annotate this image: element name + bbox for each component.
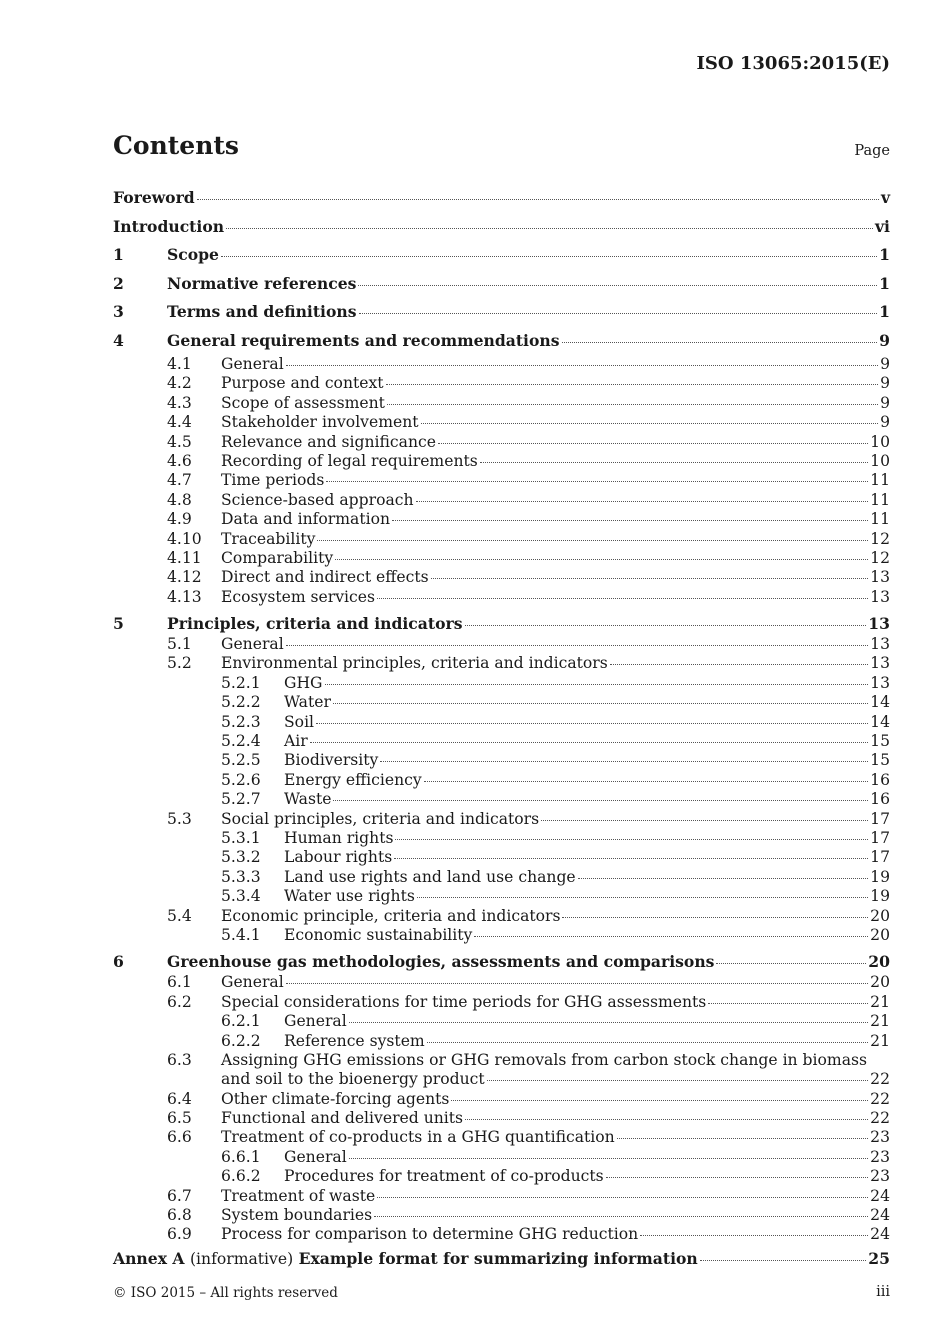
annex-label: Annex A xyxy=(113,1248,185,1268)
toc-entry-number: 5.2.6 xyxy=(221,770,261,789)
toc-entry-number: 4.1 xyxy=(167,355,192,373)
toc-entry-page: 20 xyxy=(870,973,890,992)
toc-entry[interactable] xyxy=(113,374,890,393)
toc-entry-number: 4.7 xyxy=(167,471,192,490)
toc-entry[interactable] xyxy=(113,674,890,693)
toc-entry-page: 20 xyxy=(868,952,890,972)
toc-entry-title: Introduction xyxy=(113,216,225,236)
toc-entry-number: 5.2 xyxy=(167,654,192,673)
toc-entry-title: Time periods xyxy=(221,471,325,490)
toc-entry[interactable] xyxy=(113,568,890,587)
toc-entry[interactable] xyxy=(113,530,890,549)
dot-leader xyxy=(451,1100,868,1101)
toc-entry[interactable] xyxy=(113,549,890,568)
dot-leader xyxy=(617,1138,868,1139)
toc-entry-title: Data and information xyxy=(221,510,391,529)
toc-entry-number: 6.2.2 xyxy=(221,1031,261,1050)
toc-entry-number: 5.2.4 xyxy=(221,732,261,751)
toc-entry[interactable] xyxy=(113,1090,890,1109)
toc-entry-number: 5.3 xyxy=(167,809,192,828)
toc-entry-title: Energy efficiency xyxy=(284,770,422,789)
toc-entry-page: 14 xyxy=(870,712,890,731)
toc-entry-page: 21 xyxy=(870,1031,890,1050)
toc-entry-number: 5.4 xyxy=(167,906,192,925)
dot-leader xyxy=(325,684,869,685)
toc-entry-title: Reference system xyxy=(284,1031,425,1050)
toc-entry-page: 13 xyxy=(870,673,890,692)
toc-entry-number: 6.2 xyxy=(167,992,192,1011)
toc-entry-number: 5.3.1 xyxy=(221,828,261,847)
dot-leader xyxy=(316,723,868,724)
dot-leader xyxy=(700,1260,867,1261)
toc-entry-number: 1 xyxy=(113,245,124,264)
toc-entry[interactable] xyxy=(113,771,890,790)
table-of-contents xyxy=(113,184,890,1273)
dot-leader xyxy=(286,645,868,646)
dot-leader xyxy=(335,559,868,560)
toc-entry-title: Environmental principles, criteria and indicators xyxy=(221,654,608,673)
toc-entry[interactable] xyxy=(113,1187,890,1206)
dot-leader xyxy=(480,462,868,463)
toc-entry-number: 4.4 xyxy=(167,413,192,432)
toc-entry-title: General xyxy=(221,973,284,992)
toc-entry-title: Treatment of waste xyxy=(221,1186,376,1205)
toc-entry[interactable] xyxy=(113,1070,890,1089)
toc-entry-page: 23 xyxy=(870,1167,890,1186)
toc-entry-page: 16 xyxy=(870,770,890,789)
toc-entry[interactable] xyxy=(113,973,890,992)
toc-entry[interactable] xyxy=(113,1206,890,1225)
toc-entry-page: 20 xyxy=(870,906,890,925)
toc-entry-title: General xyxy=(284,1012,347,1031)
toc-entry-title: General requirements and recommendations xyxy=(167,330,560,350)
toc-entry-number: 4.3 xyxy=(167,393,192,412)
toc-entry-page: 24 xyxy=(870,1225,890,1244)
toc-entry-number: 5.4.1 xyxy=(221,925,261,944)
dot-leader xyxy=(417,897,868,898)
toc-entry-title: Recording of legal requirements xyxy=(221,451,478,470)
toc-entry-title: General xyxy=(221,635,284,654)
toc-entry[interactable] xyxy=(113,510,890,529)
toc-entry-number: 5.1 xyxy=(167,635,192,654)
toc-entry-title: Traceability xyxy=(221,529,316,548)
toc-entry-title: Direct and indirect effects xyxy=(221,568,429,587)
toc-entry-title: Scope xyxy=(167,245,219,264)
toc-entry-number: 6.6.2 xyxy=(221,1167,261,1186)
dot-leader xyxy=(431,578,869,579)
toc-entry-title: Purpose and context xyxy=(221,374,384,393)
toc-entry[interactable] xyxy=(113,491,890,510)
toc-entry-number: 5.3.3 xyxy=(221,867,261,886)
toc-entry[interactable] xyxy=(113,693,890,712)
dot-leader xyxy=(386,384,879,385)
dot-leader xyxy=(377,1197,868,1198)
dot-leader xyxy=(416,501,869,502)
toc-entry-page: 1 xyxy=(879,273,890,293)
dot-leader xyxy=(349,1022,868,1023)
toc-entry[interactable] xyxy=(113,887,890,906)
toc-entry-number: 6.6 xyxy=(167,1128,192,1147)
toc-entry[interactable] xyxy=(113,993,890,1012)
dot-leader xyxy=(474,936,868,937)
toc-entry-page: 22 xyxy=(870,1089,890,1108)
toc-entry-title: Land use rights and land use change xyxy=(284,867,576,886)
toc-entry[interactable] xyxy=(113,1109,890,1128)
toc-entry-page: 11 xyxy=(870,471,890,490)
toc-entry-page: 19 xyxy=(870,867,890,886)
page-column-label: Page xyxy=(854,143,890,159)
toc-entry[interactable] xyxy=(113,413,890,432)
toc-entry-number: 5.3.2 xyxy=(221,848,261,867)
dot-leader xyxy=(380,761,868,762)
dot-leader xyxy=(465,1119,868,1120)
dot-leader xyxy=(286,983,868,984)
toc-entry-page: 13 xyxy=(870,587,890,606)
toc-entry[interactable] xyxy=(113,810,890,829)
toc-entry[interactable] xyxy=(113,355,890,374)
dot-leader xyxy=(226,228,873,229)
dot-leader xyxy=(716,963,866,964)
toc-entry-page: v xyxy=(880,188,890,207)
page-title: Contents xyxy=(113,131,240,160)
toc-entry-number: 6.6.1 xyxy=(221,1147,261,1166)
toc-entry-title: Principles, criteria and indicators xyxy=(167,614,463,634)
toc-entry-title: and soil to the bioenergy product xyxy=(221,1070,485,1089)
toc-entry-title: System boundaries xyxy=(221,1206,373,1225)
toc-entry-title: Water use rights xyxy=(284,887,415,906)
toc-entry-number: 4.13 xyxy=(167,587,202,606)
toc-entry-number: 4.8 xyxy=(167,490,192,509)
toc-entry-page: 10 xyxy=(870,432,890,451)
toc-entry-page: 13 xyxy=(870,654,890,673)
dot-leader xyxy=(326,481,868,482)
toc-entry-page: 23 xyxy=(870,1147,890,1166)
dot-leader xyxy=(377,598,868,599)
toc-entry-number: 6.2.1 xyxy=(221,1012,261,1031)
toc-entry[interactable] xyxy=(113,1167,890,1186)
toc-entry-page: 15 xyxy=(870,751,890,770)
toc-entry[interactable] xyxy=(113,751,890,770)
toc-entry-page: 9 xyxy=(880,393,890,412)
toc-entry-number: 4 xyxy=(113,330,124,350)
dot-leader xyxy=(394,858,868,859)
toc-entry-page: 9 xyxy=(879,330,890,350)
toc-entry-number: 5.2.7 xyxy=(221,790,261,809)
toc-entry-page: 1 xyxy=(879,302,890,321)
toc-entry[interactable] xyxy=(113,790,890,809)
toc-entry-number: 5.2.1 xyxy=(221,673,261,692)
toc-entry-title: Special considerations for time periods for GHG assessments xyxy=(221,992,707,1011)
toc-entry-page: 1 xyxy=(879,245,890,264)
toc-entry-title: GHG xyxy=(284,673,323,692)
dot-leader xyxy=(438,443,868,444)
document-id: ISO 13065:2015(E) xyxy=(696,53,890,74)
toc-entry-number: 4.2 xyxy=(167,374,192,393)
dot-leader xyxy=(610,664,868,665)
toc-entry-number: 4.11 xyxy=(167,548,202,567)
toc-entry-number: 6 xyxy=(113,952,124,972)
footer-copyright: © ISO 2015 – All rights reserved xyxy=(113,1285,338,1301)
dot-leader xyxy=(465,625,867,626)
toc-entry-title: Assigning GHG emissions or GHG removals from carbon stock change in biomass xyxy=(221,1050,868,1069)
toc-entry-title: Labour rights xyxy=(284,848,393,867)
toc-entry[interactable] xyxy=(113,848,890,867)
toc-entry-page: 9 xyxy=(880,355,890,373)
toc-entry[interactable] xyxy=(113,270,890,299)
toc-entry[interactable] xyxy=(113,452,890,471)
toc-entry-page: 17 xyxy=(870,828,890,847)
toc-entry[interactable] xyxy=(113,1032,890,1051)
annex-title: Example format for summarizing information xyxy=(298,1248,698,1268)
dot-leader xyxy=(374,1216,868,1217)
toc-entry-title: Greenhouse gas methodologies, assessments and comparisons xyxy=(167,952,715,972)
toc-entry-page: 13 xyxy=(870,568,890,587)
toc-entry[interactable] xyxy=(113,588,890,607)
toc-entry-title: General xyxy=(221,355,284,373)
toc-entry-page: vi xyxy=(875,216,890,236)
toc-entry-number: 6.1 xyxy=(167,973,192,992)
toc-entry[interactable] xyxy=(113,298,890,327)
toc-entry-number: 4.6 xyxy=(167,451,192,470)
toc-entry-page: 13 xyxy=(870,635,890,654)
toc-entry-title: General xyxy=(284,1147,347,1166)
toc-entry-page: 23 xyxy=(870,1128,890,1147)
toc-entry-title: Scope of assessment xyxy=(221,393,385,412)
toc-entry-number: 6.5 xyxy=(167,1109,192,1128)
dot-leader xyxy=(421,423,879,424)
toc-entry-number: 6.4 xyxy=(167,1089,192,1108)
toc-entry-page: 17 xyxy=(870,848,890,867)
dot-leader xyxy=(387,404,878,405)
dot-leader xyxy=(197,199,879,200)
toc-entry[interactable] xyxy=(113,241,890,270)
toc-entry[interactable] xyxy=(113,829,890,848)
toc-entry-number: 2 xyxy=(113,273,124,293)
toc-entry-title: Biodiversity xyxy=(284,751,379,770)
toc-entry[interactable] xyxy=(113,471,890,490)
toc-entry-title: Waste xyxy=(284,790,332,809)
toc-entry-page: 11 xyxy=(870,490,890,509)
toc-entry-page: 21 xyxy=(870,1012,890,1031)
dot-leader xyxy=(427,1042,868,1043)
toc-entry-title: Comparability xyxy=(221,548,334,567)
toc-entry-page: 11 xyxy=(870,510,890,529)
toc-entry-number: 4.12 xyxy=(167,568,202,587)
toc-entry[interactable] xyxy=(113,951,890,973)
toc-entry-page: 17 xyxy=(870,809,890,828)
toc-entry-page: 21 xyxy=(870,992,890,1011)
toc-entry-number: 5.2.3 xyxy=(221,712,261,731)
toc-entry-number: 4.5 xyxy=(167,432,192,451)
toc-entry[interactable] xyxy=(113,213,890,242)
dot-leader xyxy=(578,878,868,879)
toc-entry[interactable] xyxy=(113,1012,890,1031)
toc-entry[interactable] xyxy=(113,868,890,887)
toc-entry[interactable] xyxy=(113,394,890,413)
annex-page: 25 xyxy=(868,1248,890,1268)
dot-leader xyxy=(606,1177,868,1178)
toc-entry-page: 13 xyxy=(868,614,890,634)
toc-entry-page: 10 xyxy=(870,451,890,470)
toc-entry-number: 4.10 xyxy=(167,529,202,548)
dot-leader xyxy=(708,1003,868,1004)
toc-entry[interactable] xyxy=(113,654,890,673)
toc-entry-page: 19 xyxy=(870,887,890,906)
toc-entry[interactable] xyxy=(113,433,890,452)
toc-entry-annex[interactable] xyxy=(113,1245,890,1274)
toc-entry-title: Social principles, criteria and indicators xyxy=(221,809,540,828)
toc-entry[interactable] xyxy=(113,1225,890,1244)
toc-entry-page: 15 xyxy=(870,732,890,751)
annex-note: (informative) xyxy=(189,1249,294,1268)
toc-entry-title: Treatment of co-products in a GHG quantification xyxy=(221,1128,615,1147)
dot-leader xyxy=(487,1080,869,1081)
toc-entry[interactable] xyxy=(113,713,890,732)
toc-entry-title: Economic principle, criteria and indicators xyxy=(221,906,561,925)
toc-entry-page: 16 xyxy=(870,790,890,809)
dot-leader xyxy=(562,917,868,918)
toc-entry[interactable] xyxy=(113,907,890,926)
toc-entry-page: 9 xyxy=(880,413,890,432)
toc-entry-number: 5.3.4 xyxy=(221,887,261,906)
toc-entry-number: 4.9 xyxy=(167,510,192,529)
toc-entry-title: Economic sustainability xyxy=(284,925,473,944)
toc-entry-page: 22 xyxy=(870,1109,890,1128)
toc-entry[interactable] xyxy=(113,327,890,356)
toc-entry-title: Science-based approach xyxy=(221,490,414,509)
footer-page-number: iii xyxy=(876,1284,890,1300)
toc-entry-title: Relevance and significance xyxy=(221,432,436,451)
toc-entry[interactable] xyxy=(113,635,890,654)
dot-leader xyxy=(395,839,868,840)
dot-leader xyxy=(358,285,877,286)
dot-leader xyxy=(333,800,868,801)
dot-leader xyxy=(333,703,868,704)
dot-leader xyxy=(541,820,868,821)
toc-entry-title: Normative references xyxy=(167,273,357,293)
dot-leader xyxy=(317,540,868,541)
toc-entry-title: Air xyxy=(284,732,308,751)
toc-entry-title: Functional and delivered units xyxy=(221,1109,464,1128)
toc-entry-title: Water xyxy=(284,693,331,712)
dot-leader xyxy=(640,1235,868,1236)
toc-entry-title: Human rights xyxy=(284,828,394,847)
toc-entry-title: Soil xyxy=(284,712,315,731)
toc-entry[interactable] xyxy=(113,1148,890,1167)
toc-entry-title: Process for comparison to determine GHG reduction xyxy=(221,1225,639,1244)
toc-entry[interactable] xyxy=(113,732,890,751)
dot-leader xyxy=(392,520,868,521)
toc-entry-title: Other climate-forcing agents xyxy=(221,1089,450,1108)
toc-entry-number: 6.8 xyxy=(167,1206,192,1225)
toc-entry-title: Foreword xyxy=(113,188,195,207)
toc-entry-title: Ecosystem services xyxy=(221,587,376,606)
toc-entry-number: 5.2.5 xyxy=(221,751,261,770)
toc-entry[interactable] xyxy=(113,184,890,213)
dot-leader xyxy=(349,1158,868,1159)
toc-entry-page: 20 xyxy=(870,925,890,944)
toc-entry[interactable] xyxy=(113,1051,890,1070)
toc-entry-page: 24 xyxy=(870,1186,890,1205)
toc-entry-number: 3 xyxy=(113,302,124,321)
toc-entry-number: 6.3 xyxy=(167,1050,192,1069)
toc-entry-page: 9 xyxy=(880,374,890,393)
toc-entry[interactable] xyxy=(113,926,890,945)
toc-entry-page: 12 xyxy=(870,548,890,567)
dot-leader xyxy=(221,256,877,257)
toc-entry-title: Terms and definitions xyxy=(167,302,357,321)
dot-leader xyxy=(562,342,878,343)
dot-leader xyxy=(424,781,868,782)
dot-leader xyxy=(286,365,878,366)
toc-entry[interactable] xyxy=(113,1128,890,1147)
toc-entry-number: 6.7 xyxy=(167,1186,192,1205)
toc-entry-title: Procedures for treatment of co-products xyxy=(284,1167,604,1186)
toc-entry-page: 24 xyxy=(870,1206,890,1225)
toc-entry-page: 14 xyxy=(870,693,890,712)
toc-entry-page: 12 xyxy=(870,529,890,548)
toc-entry-number: 6.9 xyxy=(167,1225,192,1244)
toc-entry-number: 5.2.2 xyxy=(221,693,261,712)
dot-leader xyxy=(310,742,868,743)
toc-entry-title: Stakeholder involvement xyxy=(221,413,419,432)
toc-entry-number: 5 xyxy=(113,614,124,634)
dot-leader xyxy=(359,313,878,314)
toc-entry[interactable] xyxy=(113,613,890,635)
toc-entry-page: 22 xyxy=(870,1070,890,1089)
